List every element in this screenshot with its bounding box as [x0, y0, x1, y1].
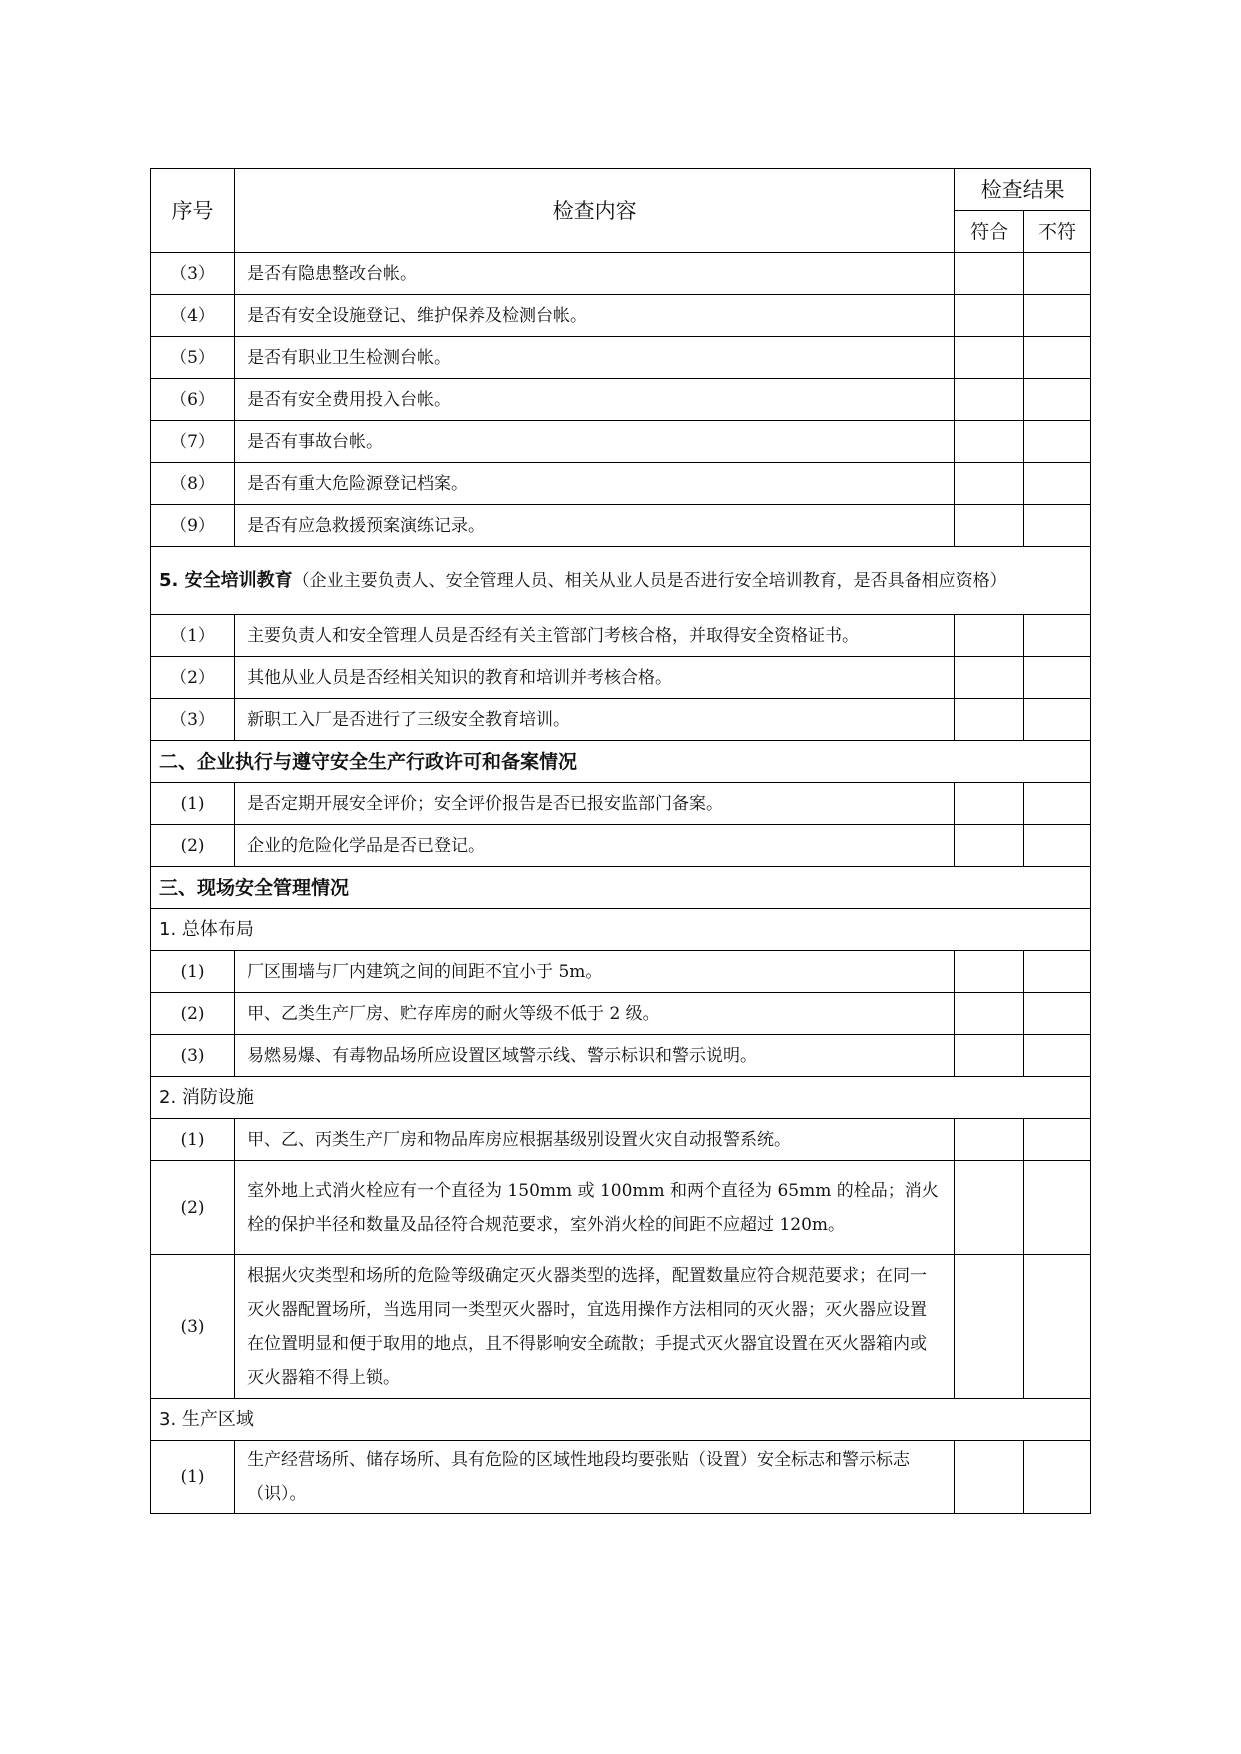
fail-cell[interactable] [1024, 337, 1091, 379]
pass-cell[interactable] [955, 951, 1024, 993]
subsection-training [151, 547, 1091, 615]
pass-cell[interactable] [955, 1035, 1024, 1077]
item-text: 是否有安全费用投入台帐。 [235, 379, 955, 421]
header-content: 检查内容 [235, 169, 955, 253]
table-row [151, 295, 1091, 337]
table-row [151, 379, 1091, 421]
table-row [151, 1255, 1091, 1399]
item-text: 甲、乙、丙类生产厂房和物品库房应根据基级别设置火灾自动报警系统。 [235, 1119, 955, 1161]
header-row [151, 169, 1091, 211]
fail-cell[interactable] [1024, 463, 1091, 505]
header-fail: 不符 [1024, 211, 1091, 253]
item-text: 甲、乙类生产厂房、贮存库房的耐火等级不低于 2 级。 [235, 993, 955, 1035]
item-text: 是否有事故台帐。 [235, 421, 955, 463]
subsection-title: 2. 消防设施 [151, 1077, 1091, 1119]
fail-cell[interactable] [1024, 1255, 1091, 1399]
item-text: 企业的危险化学品是否已登记。 [235, 825, 955, 867]
item-text: 是否有职业卫生检测台帐。 [235, 337, 955, 379]
fail-cell[interactable] [1024, 421, 1091, 463]
fail-cell[interactable] [1024, 1161, 1091, 1255]
fail-cell[interactable] [1024, 783, 1091, 825]
item-text: 主要负责人和安全管理人员是否经有关主管部门考核合格，并取得安全资格证书。 [235, 615, 955, 657]
item-number: （7） [151, 421, 235, 463]
pass-cell[interactable] [955, 421, 1024, 463]
subsection-row [151, 547, 1091, 615]
pass-cell[interactable] [955, 825, 1024, 867]
item-text: 室外地上式消火栓应有一个直径为 150mm 或 100mm 和两个直径为 65mm 的栓品；消火栓的保护半径和数量及品径符合规范要求，室外消火栓的间距不应超过 120m。 [235, 1161, 955, 1255]
section-row [151, 867, 1091, 909]
pass-cell[interactable] [955, 699, 1024, 741]
fail-cell[interactable] [1024, 699, 1091, 741]
fail-cell[interactable] [1024, 505, 1091, 547]
fail-cell[interactable] [1024, 253, 1091, 295]
item-text: 是否定期开展安全评价；安全评价报告是否已报安监部门备案。 [235, 783, 955, 825]
item-number: （1） [151, 615, 235, 657]
fail-cell[interactable] [1024, 295, 1091, 337]
item-number: (2) [151, 825, 235, 867]
item-text: 新职工入厂是否进行了三级安全教育培训。 [235, 699, 955, 741]
table-row [151, 993, 1091, 1035]
header-pass: 符合 [955, 211, 1024, 253]
table-row [151, 699, 1091, 741]
pass-cell[interactable] [955, 1441, 1024, 1514]
table-row [151, 657, 1091, 699]
subsection-title: 3. 生产区域 [151, 1399, 1091, 1441]
pass-cell[interactable] [955, 1161, 1024, 1255]
fail-cell[interactable] [1024, 1441, 1091, 1514]
table-row [151, 1441, 1091, 1514]
pass-cell[interactable] [955, 993, 1024, 1035]
inspection-checklist-table [150, 168, 1091, 1514]
fail-cell[interactable] [1024, 379, 1091, 421]
item-text: 根据火灾类型和场所的危险等级确定灭火器类型的选择，配置数量应符合规范要求；在同一灭火器配置场所，当选用同一类型灭火器时，宜选用操作方法相同的灭火器；灭火器应设置在位置明显和便于取用的地点，且不得影响安全疏散；手提式灭火器宜设置在灭火器箱内或灭火器箱不得上锁。 [235, 1255, 955, 1399]
subsection-title: 1. 总体布局 [151, 909, 1091, 951]
table-row [151, 337, 1091, 379]
item-text: 是否有隐患整改台帐。 [235, 253, 955, 295]
fail-cell[interactable] [1024, 951, 1091, 993]
table-row [151, 1161, 1091, 1255]
item-text: 其他从业人员是否经相关知识的教育和培训并考核合格。 [235, 657, 955, 699]
item-number: （2） [151, 657, 235, 699]
item-text: 是否有安全设施登记、维护保养及检测台帐。 [235, 295, 955, 337]
pass-cell[interactable] [955, 1255, 1024, 1399]
table-row [151, 505, 1091, 547]
subsection-row [151, 1399, 1091, 1441]
item-number: （8） [151, 463, 235, 505]
header-result: 检查结果 [955, 169, 1091, 211]
subsection-row [151, 909, 1091, 951]
pass-cell[interactable] [955, 1119, 1024, 1161]
item-number: （4） [151, 295, 235, 337]
item-number: （6） [151, 379, 235, 421]
item-text: 生产经营场所、储存场所、具有危险的区域性地段均要张贴（设置）安全标志和警示标志（识）。 [235, 1441, 955, 1514]
pass-cell[interactable] [955, 253, 1024, 295]
item-text: 是否有重大危险源登记档案。 [235, 463, 955, 505]
table-row [151, 463, 1091, 505]
fail-cell[interactable] [1024, 615, 1091, 657]
table-row [151, 783, 1091, 825]
fail-cell[interactable] [1024, 1035, 1091, 1077]
fail-cell[interactable] [1024, 993, 1091, 1035]
pass-cell[interactable] [955, 615, 1024, 657]
section-title: 三、现场安全管理情况 [151, 867, 1091, 909]
table-row [151, 825, 1091, 867]
subsection-note: （企业主要负责人、安全管理人员、相关从业人员是否进行安全培训教育，是否具备相应资格） [292, 570, 1007, 591]
fail-cell[interactable] [1024, 825, 1091, 867]
item-number: （9） [151, 505, 235, 547]
section-title: 二、企业执行与遵守安全生产行政许可和备案情况 [151, 741, 1091, 783]
subsection-title: 5. 安全培训教育 [159, 569, 293, 591]
table-row [151, 1035, 1091, 1077]
table-row [151, 951, 1091, 993]
pass-cell[interactable] [955, 463, 1024, 505]
item-number: （3） [151, 699, 235, 741]
item-number: (2) [151, 1161, 235, 1255]
item-number: (1) [151, 1119, 235, 1161]
fail-cell[interactable] [1024, 657, 1091, 699]
table-row [151, 253, 1091, 295]
pass-cell[interactable] [955, 295, 1024, 337]
item-text: 是否有应急救援预案演练记录。 [235, 505, 955, 547]
subsection-row [151, 1077, 1091, 1119]
item-number: (3) [151, 1255, 235, 1399]
pass-cell[interactable] [955, 505, 1024, 547]
fail-cell[interactable] [1024, 1119, 1091, 1161]
pass-cell[interactable] [955, 783, 1024, 825]
section-row [151, 741, 1091, 783]
item-text: 易燃易爆、有毒物品场所应设置区域警示线、警示标识和警示说明。 [235, 1035, 955, 1077]
table-row [151, 1119, 1091, 1161]
item-number: (1) [151, 1441, 235, 1514]
table-row [151, 421, 1091, 463]
item-number: （5） [151, 337, 235, 379]
item-number: (1) [151, 951, 235, 993]
item-number: (1) [151, 783, 235, 825]
item-number: （3） [151, 253, 235, 295]
pass-cell[interactable] [955, 337, 1024, 379]
table-row [151, 615, 1091, 657]
pass-cell[interactable] [955, 657, 1024, 699]
item-number: (2) [151, 993, 235, 1035]
pass-cell[interactable] [955, 379, 1024, 421]
item-number: (3) [151, 1035, 235, 1077]
item-text: 厂区围墙与厂内建筑之间的间距不宜小于 5m。 [235, 951, 955, 993]
header-seq: 序号 [151, 169, 235, 253]
